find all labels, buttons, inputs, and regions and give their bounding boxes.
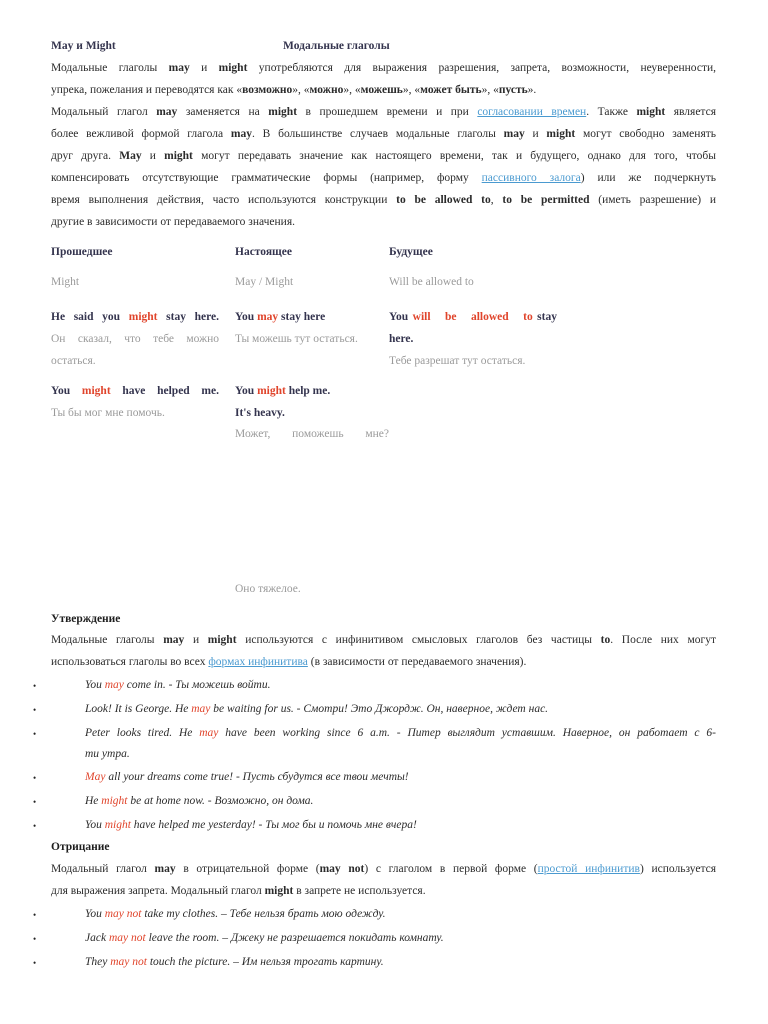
example-past-2: You might have helped me. xyxy=(51,385,219,397)
affirm-example-3-continued: ти утра. xyxy=(85,748,130,760)
example-present-1: You may stay here xyxy=(235,311,326,323)
bullet: • xyxy=(33,705,37,715)
translation-past-1-line-1: Он сказал, что тебе можно xyxy=(51,333,219,345)
neg-title: Отрицание xyxy=(51,841,110,853)
bullet: • xyxy=(33,958,37,968)
link-simple-infinitive[interactable]: простой инфинитив xyxy=(537,863,640,875)
affirm-example-5: He might be at home now. - Возможно, он дома. xyxy=(85,795,314,807)
intro-line-8: другие в зависимости от передаваемого значения. xyxy=(51,216,296,228)
affirm-title: Утверждение xyxy=(51,613,121,625)
intro-line-1: Модальные глаголы may и might употребляются для выражения разрешения, запрета, возможности, неуверенности, xyxy=(51,62,717,74)
bullet: • xyxy=(33,934,37,944)
example-future-1: You will be allowed to stay xyxy=(389,311,557,323)
affirm-line-1: Модальные глаголы may и might используются с инфинитивом смысловых глаголов без частицы to. После них могут xyxy=(51,634,716,646)
neg-line-2: для выражения запрета. Модальный глагол might в запрете не используется. xyxy=(51,885,426,897)
intro-line-5: друг друга. May и might могут передавать значение как настоящего времени, так и будущего, однако для того, чтобы xyxy=(51,150,716,162)
intro-line-4: более вежливой формой глагола may. В большинстве случаев модальные глаголы may и might могут свободно заменять xyxy=(51,128,717,140)
neg-example-2: Jack may not leave the room. – Джеку не разрешается покидать комнату. xyxy=(85,932,444,944)
intro-line-2: упрека, пожелания и переводятся как «возможно», «можно», «можешь», «может быть», «пусть». xyxy=(51,84,537,96)
example-present-2-line-2: It's heavy. xyxy=(235,407,285,419)
intro-line-7: время выполнения действия, часто используются конструкции to be allowed to, to be permitted (иметь разрешение) и xyxy=(51,194,717,206)
bullet: • xyxy=(33,681,37,691)
translation-past-1-line-2: остаться. xyxy=(51,355,96,367)
neg-example-1: You may not take my clothes. – Тебе нельзя брать мою одежду. xyxy=(85,908,386,920)
intro-line-3: Модальный глагол may заменяется на might в прошедшем времени и при согласовании времен. Также might является xyxy=(51,106,716,118)
intro-line-6: компенсировать отсутствующие грамматические формы (например, форму пассивного залога) или же подчеркнуть xyxy=(51,172,717,184)
affirm-line-2: использоваться глаголы во всех формах инфинитива (в зависимости от передаваемого значения). xyxy=(51,656,527,668)
form-future: Will be allowed to xyxy=(389,276,474,288)
table-header-past: Прошедшее xyxy=(51,246,113,258)
translation-future-1: Тебе разрешат тут остаться. xyxy=(389,355,526,367)
neg-line-1: Модальный глагол may в отрицательной форме (may not) с глаголом в первой форме (простой инфинитив) используется xyxy=(51,863,717,875)
bullet: • xyxy=(33,821,37,831)
translation-present-2-line-2: Оно тяжелое. xyxy=(235,583,301,595)
example-future-1-line-2: here. xyxy=(389,333,414,345)
table-header-present: Настоящее xyxy=(235,246,292,258)
translation-present-2-line-1: Может, поможешь мне? xyxy=(235,428,389,440)
form-present: May / Might xyxy=(235,276,294,288)
form-past: Might xyxy=(51,276,80,288)
link-passive-voice[interactable]: пассивного залога xyxy=(481,172,581,184)
affirm-example-4: May all your dreams come true! - Пусть сбудутся все твои мечты! xyxy=(85,771,409,783)
link-infinitive-forms[interactable]: формах инфинитива xyxy=(208,656,308,668)
example-past-1: He said you might stay here. xyxy=(51,311,219,323)
translation-past-2: Ты бы мог мне помочь. xyxy=(51,407,165,419)
header-left: May и Might xyxy=(51,40,116,52)
bullet: • xyxy=(33,729,37,739)
link-sequence-of-tenses[interactable]: согласовании времен xyxy=(477,106,587,118)
translation-present-1: Ты можешь тут остаться. xyxy=(235,333,358,345)
affirm-example-3: Peter looks tired. He may have been working since 6 a.m. - Питер выглядит уставшим. Наверное, он работает с 6- xyxy=(85,727,716,739)
affirm-example-6: You might have helped me yesterday! - Ты мог бы и помочь мне вчера! xyxy=(85,819,417,831)
bullet: • xyxy=(33,797,37,807)
bullet: • xyxy=(33,910,37,920)
neg-example-3: They may not touch the picture. – Им нельзя трогать картину. xyxy=(85,956,384,968)
header-center: Модальные глаголы xyxy=(283,40,390,52)
bullet: • xyxy=(33,773,37,783)
affirm-example-2: Look! It is George. He may be waiting for us. - Смотри! Это Джордж. Он, наверное, ждет нас. xyxy=(85,703,549,715)
example-present-2: You might help me. xyxy=(235,385,331,397)
affirm-example-1: You may come in. - Ты можешь войти. xyxy=(85,679,271,691)
table-header-future: Будущее xyxy=(389,246,433,258)
